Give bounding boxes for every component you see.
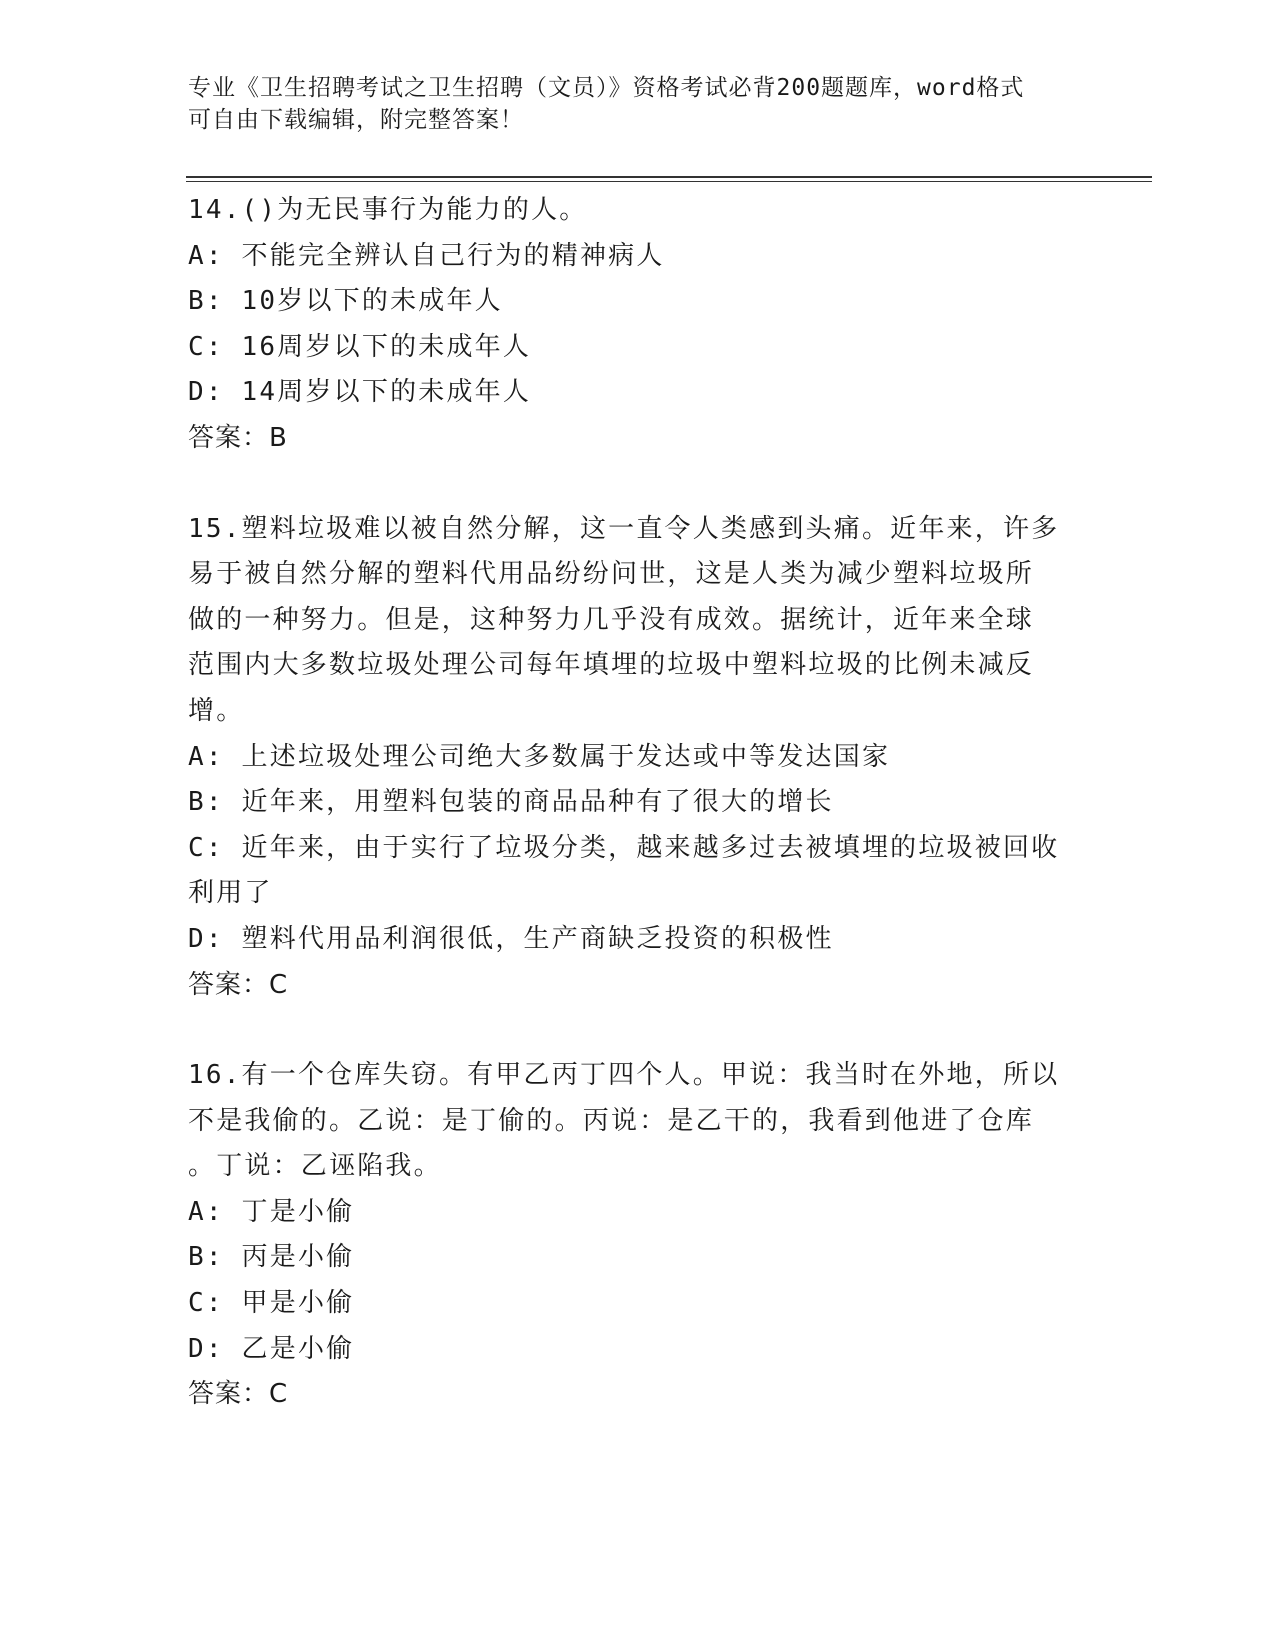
- document-header: [188, 72, 1088, 136]
- option-c: C: 16周岁以下的未成年人: [188, 331, 532, 362]
- question-text: 15.塑料垃圾难以被自然分解，这一直令人类感到头痛。近年来，许多: [188, 513, 1060, 544]
- question-text: 不是我偷的。乙说：是丁偷的。丙说：是乙干的，我看到他进了仓库: [188, 1105, 1035, 1136]
- option-a: A: 丁是小偷: [188, 1196, 355, 1227]
- option-b: B: 丙是小偷: [188, 1242, 355, 1273]
- option-b: B: 10岁以下的未成年人: [188, 286, 503, 317]
- option-c-continued: 利用了: [188, 878, 273, 909]
- question-text: 做的一种努力。但是，这种努力几乎没有成效。据统计，近年来全球: [188, 604, 1035, 635]
- question-text: 范围内大多数垃圾处理公司每年填埋的垃圾中塑料垃圾的比例未减反: [188, 650, 1035, 681]
- option-b: B: 近年来，用塑料包装的商品品种有了很大的增长: [188, 787, 834, 818]
- question-text: 14.()为无民事行为能力的人。: [188, 195, 588, 225]
- question-text: 。丁说：乙诬陷我。: [188, 1151, 442, 1182]
- question-text: 增。: [188, 695, 245, 726]
- answer: 答案：C: [188, 969, 289, 1000]
- question-text: 16.有一个仓库失窃。有甲乙丙丁四个人。甲说：我当时在外地，所以: [188, 1060, 1060, 1091]
- option-d: D: 14周岁以下的未成年人: [188, 377, 532, 408]
- answer: 答案：C: [188, 1379, 289, 1410]
- question-15: [188, 507, 1088, 1009]
- option-c: C: 甲是小偷: [188, 1288, 355, 1319]
- question-16: [188, 1053, 1088, 1418]
- option-d: D: 乙是小偷: [188, 1333, 355, 1364]
- option-a: A: 上述垃圾处理公司绝大多数属于发达或中等发达国家: [188, 741, 891, 772]
- option-a: A: 不能完全辨认自己行为的精神病人: [188, 240, 665, 271]
- option-d: D: 塑料代用品利润很低，生产商缺乏投资的积极性: [188, 923, 834, 954]
- header-divider: [186, 181, 1152, 182]
- header-divider: [186, 176, 1152, 178]
- question-14: [188, 188, 1088, 462]
- question-text: 易于被自然分解的塑料代用品纷纷问世，这是人类为减少塑料垃圾所: [188, 559, 1035, 590]
- answer: 答案：B: [188, 422, 288, 453]
- question-list: [188, 188, 1088, 1463]
- header-line: 可自由下载编辑，附完整答案！: [188, 107, 524, 133]
- option-c: C: 近年来，由于实行了垃圾分类，越来越多过去被填埋的垃圾被回收: [188, 832, 1060, 863]
- header-line: 专业《卫生招聘考试之卫生招聘（文员）》资格考试必背200题题库，word格式: [188, 75, 1025, 101]
